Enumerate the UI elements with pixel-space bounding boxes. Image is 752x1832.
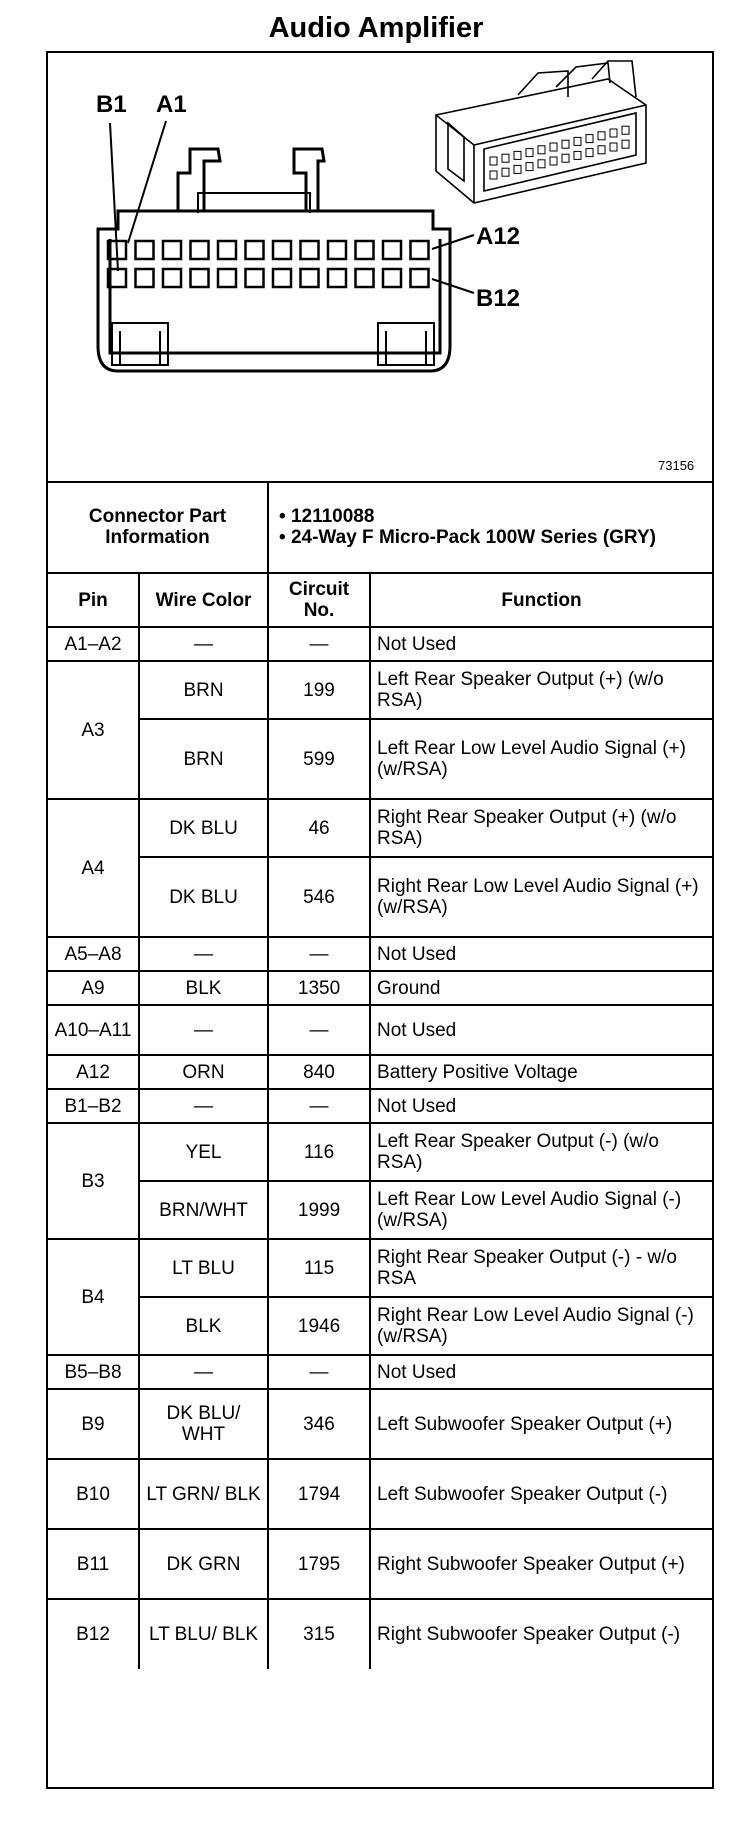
cell-pin: B3 [48,1123,139,1239]
table-row [48,1089,712,1123]
cell-circuit: 199 [268,661,370,719]
table-row [48,1005,712,1055]
isometric-pin-cavity [610,143,617,151]
cell-pin: A9 [48,971,139,1005]
connector-pin-cavity [246,241,264,259]
cell-circuit: 1946 [268,1297,370,1355]
cell-function: Not Used [370,627,712,661]
connector-pin-cavity [411,241,429,259]
isometric-pin-cavity [562,154,569,162]
table-row [48,1355,712,1389]
cell-function: Left Rear Speaker Output (-) (w/o RSA) [370,1123,712,1181]
isometric-pin-cavity [586,149,593,157]
cell-function: Left Rear Low Level Audio Signal (-) (w/RSA) [370,1181,712,1239]
cell-pin: A12 [48,1055,139,1089]
connector-pin-cavity [273,269,291,287]
cell-pin: B10 [48,1459,139,1529]
table-row [48,627,712,661]
label-a1: A1 [156,91,187,118]
part-number: • 12110088 [279,505,375,527]
connector-pin-cavity [328,269,346,287]
table-row [48,857,712,937]
isometric-pin-cavity [622,140,629,148]
table-row [48,1529,712,1599]
cell-circuit: 546 [268,857,370,937]
connector-diagram [48,53,712,483]
connector-description: • 24-Way F Micro-Pack 100W Series (GRY) [279,526,656,548]
cell-circuit: 1350 [268,971,370,1005]
cell-wire-color: BRN [139,719,268,799]
table-row [48,719,712,799]
connector-pin-cavity [383,241,401,259]
pinout-table-body [48,481,712,1669]
cell-function: Not Used [370,1355,712,1389]
table-row [48,799,712,857]
pin-grid [108,241,429,287]
connector-pin-cavity [356,269,374,287]
cell-pin: A4 [48,799,139,937]
table-row [48,1239,712,1297]
cell-wire-color: BLK [139,1297,268,1355]
cell-wire-color: — [139,627,268,661]
connector-pin-cavity [273,241,291,259]
isometric-pin-cavity [490,157,497,165]
connector-drawing [48,53,712,481]
table-row [48,937,712,971]
isometric-pin-cavity [538,160,545,168]
cell-circuit: — [268,937,370,971]
table-row [48,1599,712,1669]
cell-wire-color: — [139,1005,268,1055]
isometric-pin-cavity [598,132,605,140]
cell-circuit: 1999 [268,1181,370,1239]
cell-wire-color: LT GRN/ BLK [139,1459,268,1529]
cell-function: Left Rear Speaker Output (+) (w/o RSA) [370,661,712,719]
figure-number: 73156 [658,458,695,473]
table-header-row [48,573,712,627]
cell-pin: A1–A2 [48,627,139,661]
table-row [48,1389,712,1459]
connector-pin-cavity [383,269,401,287]
cell-wire-color: ORN [139,1055,268,1089]
connector-pin-cavity [191,269,209,287]
label-a12: A12 [476,223,521,250]
header-function: Function [370,573,712,627]
cell-circuit: 346 [268,1389,370,1459]
isometric-pin-cavity [562,140,569,148]
header-wire-color: Wire Color [139,573,268,627]
cell-function: Battery Positive Voltage [370,1055,712,1089]
connector-pin-cavity [411,269,429,287]
cell-pin: B5–B8 [48,1355,139,1389]
cell-pin: B12 [48,1599,139,1669]
cell-wire-color: — [139,1355,268,1389]
isometric-pin-cavity [550,143,557,151]
cell-circuit: 315 [268,1599,370,1669]
connector-info-row [48,481,712,573]
cell-wire-color: LT BLU [139,1239,268,1297]
connector-pin-cavity [191,241,209,259]
cell-wire-color: YEL [139,1123,268,1181]
connector-pin-cavity [218,269,236,287]
isometric-pin-cavity [622,126,629,134]
connector-pin-cavity [218,241,236,259]
header-circuit-no: Circuit No. [268,573,370,627]
cell-circuit: 116 [268,1123,370,1181]
connector-pin-cavity [136,241,154,259]
cell-pin: B4 [48,1239,139,1355]
isometric-pin-cavity [598,146,605,154]
connector-pin-cavity [301,269,319,287]
cell-function: Right Rear Speaker Output (-) - w/o RSA [370,1239,712,1297]
cell-pin: B1–B2 [48,1089,139,1123]
leader-lines [110,121,474,293]
cell-pin: B11 [48,1529,139,1599]
label-b12: B12 [476,285,521,312]
isometric-pin-cavity [502,168,509,176]
pinout-table [48,481,712,1669]
cell-pin: A3 [48,661,139,799]
label-b1: B1 [96,91,127,118]
cell-wire-color: LT BLU/ BLK [139,1599,268,1669]
cell-wire-color: — [139,1089,268,1123]
isometric-pin-cavity [514,165,521,173]
isometric-pin-cavity [526,163,533,171]
cell-wire-color: DK BLU [139,799,268,857]
header-pin: Pin [48,573,139,627]
connector-pin-cavity [163,269,181,287]
table-row [48,1297,712,1355]
cell-circuit: — [268,1089,370,1123]
cell-wire-color: DK BLU [139,857,268,937]
isometric-pin-cavity [526,149,533,157]
cell-circuit: 599 [268,719,370,799]
cell-function: Not Used [370,1005,712,1055]
cell-function: Left Subwoofer Speaker Output (+) [370,1389,712,1459]
isometric-pin-cavity [586,135,593,143]
cell-circuit: 1795 [268,1529,370,1599]
cell-wire-color: DK BLU/ WHT [139,1389,268,1459]
table-row [48,971,712,1005]
cell-function: Right Rear Speaker Output (+) (w/o RSA) [370,799,712,857]
connector-isometric-view [436,61,646,203]
table-row [48,1459,712,1529]
cell-function: Right Subwoofer Speaker Output (+) [370,1529,712,1599]
cell-pin: B9 [48,1389,139,1459]
connector-pin-cavity [301,241,319,259]
cell-function: Right Subwoofer Speaker Output (-) [370,1599,712,1669]
connector-frame [46,51,714,1789]
cell-function: Right Rear Low Level Audio Signal (+) (w/RSA) [370,857,712,937]
cell-circuit: 46 [268,799,370,857]
table-row [48,1123,712,1181]
cell-circuit: — [268,1355,370,1389]
cell-pin: A10–A11 [48,1005,139,1055]
cell-wire-color: DK GRN [139,1529,268,1599]
cell-function: Not Used [370,1089,712,1123]
cell-function: Not Used [370,937,712,971]
cell-function: Right Rear Low Level Audio Signal (-) (w/RSA) [370,1297,712,1355]
isometric-pin-cavity [610,129,617,137]
cell-circuit: — [268,1005,370,1055]
connector-pin-cavity [163,241,181,259]
isometric-pin-cavity [574,151,581,159]
isometric-pin-cavity [502,154,509,162]
table-row [48,661,712,719]
cell-wire-color: BLK [139,971,268,1005]
cell-function: Left Rear Low Level Audio Signal (+) (w/RSA) [370,719,712,799]
cell-circuit: 115 [268,1239,370,1297]
isometric-pin-cavity [550,157,557,165]
connector-info-label: Connector Part Information [48,481,268,573]
connector-pin-cavity [246,269,264,287]
cell-function: Left Subwoofer Speaker Output (-) [370,1459,712,1529]
page-title: Audio Amplifier [268,12,484,44]
cell-wire-color: BRN [139,661,268,719]
cell-circuit: — [268,627,370,661]
cell-wire-color: — [139,937,268,971]
cell-circuit: 1794 [268,1459,370,1529]
cell-circuit: 840 [268,1055,370,1089]
cell-wire-color: BRN/WHT [139,1181,268,1239]
connector-pin-cavity [328,241,346,259]
connector-pin-cavity [356,241,374,259]
cell-pin: A5–A8 [48,937,139,971]
table-row [48,1181,712,1239]
isometric-pin-cavity [514,151,521,159]
isometric-pin-cavity [538,146,545,154]
table-row [48,1055,712,1089]
connector-pin-cavity [136,269,154,287]
isometric-pin-cavity [574,137,581,145]
cell-function: Ground [370,971,712,1005]
isometric-pin-cavity [490,171,497,179]
connector-info-values [268,481,712,573]
